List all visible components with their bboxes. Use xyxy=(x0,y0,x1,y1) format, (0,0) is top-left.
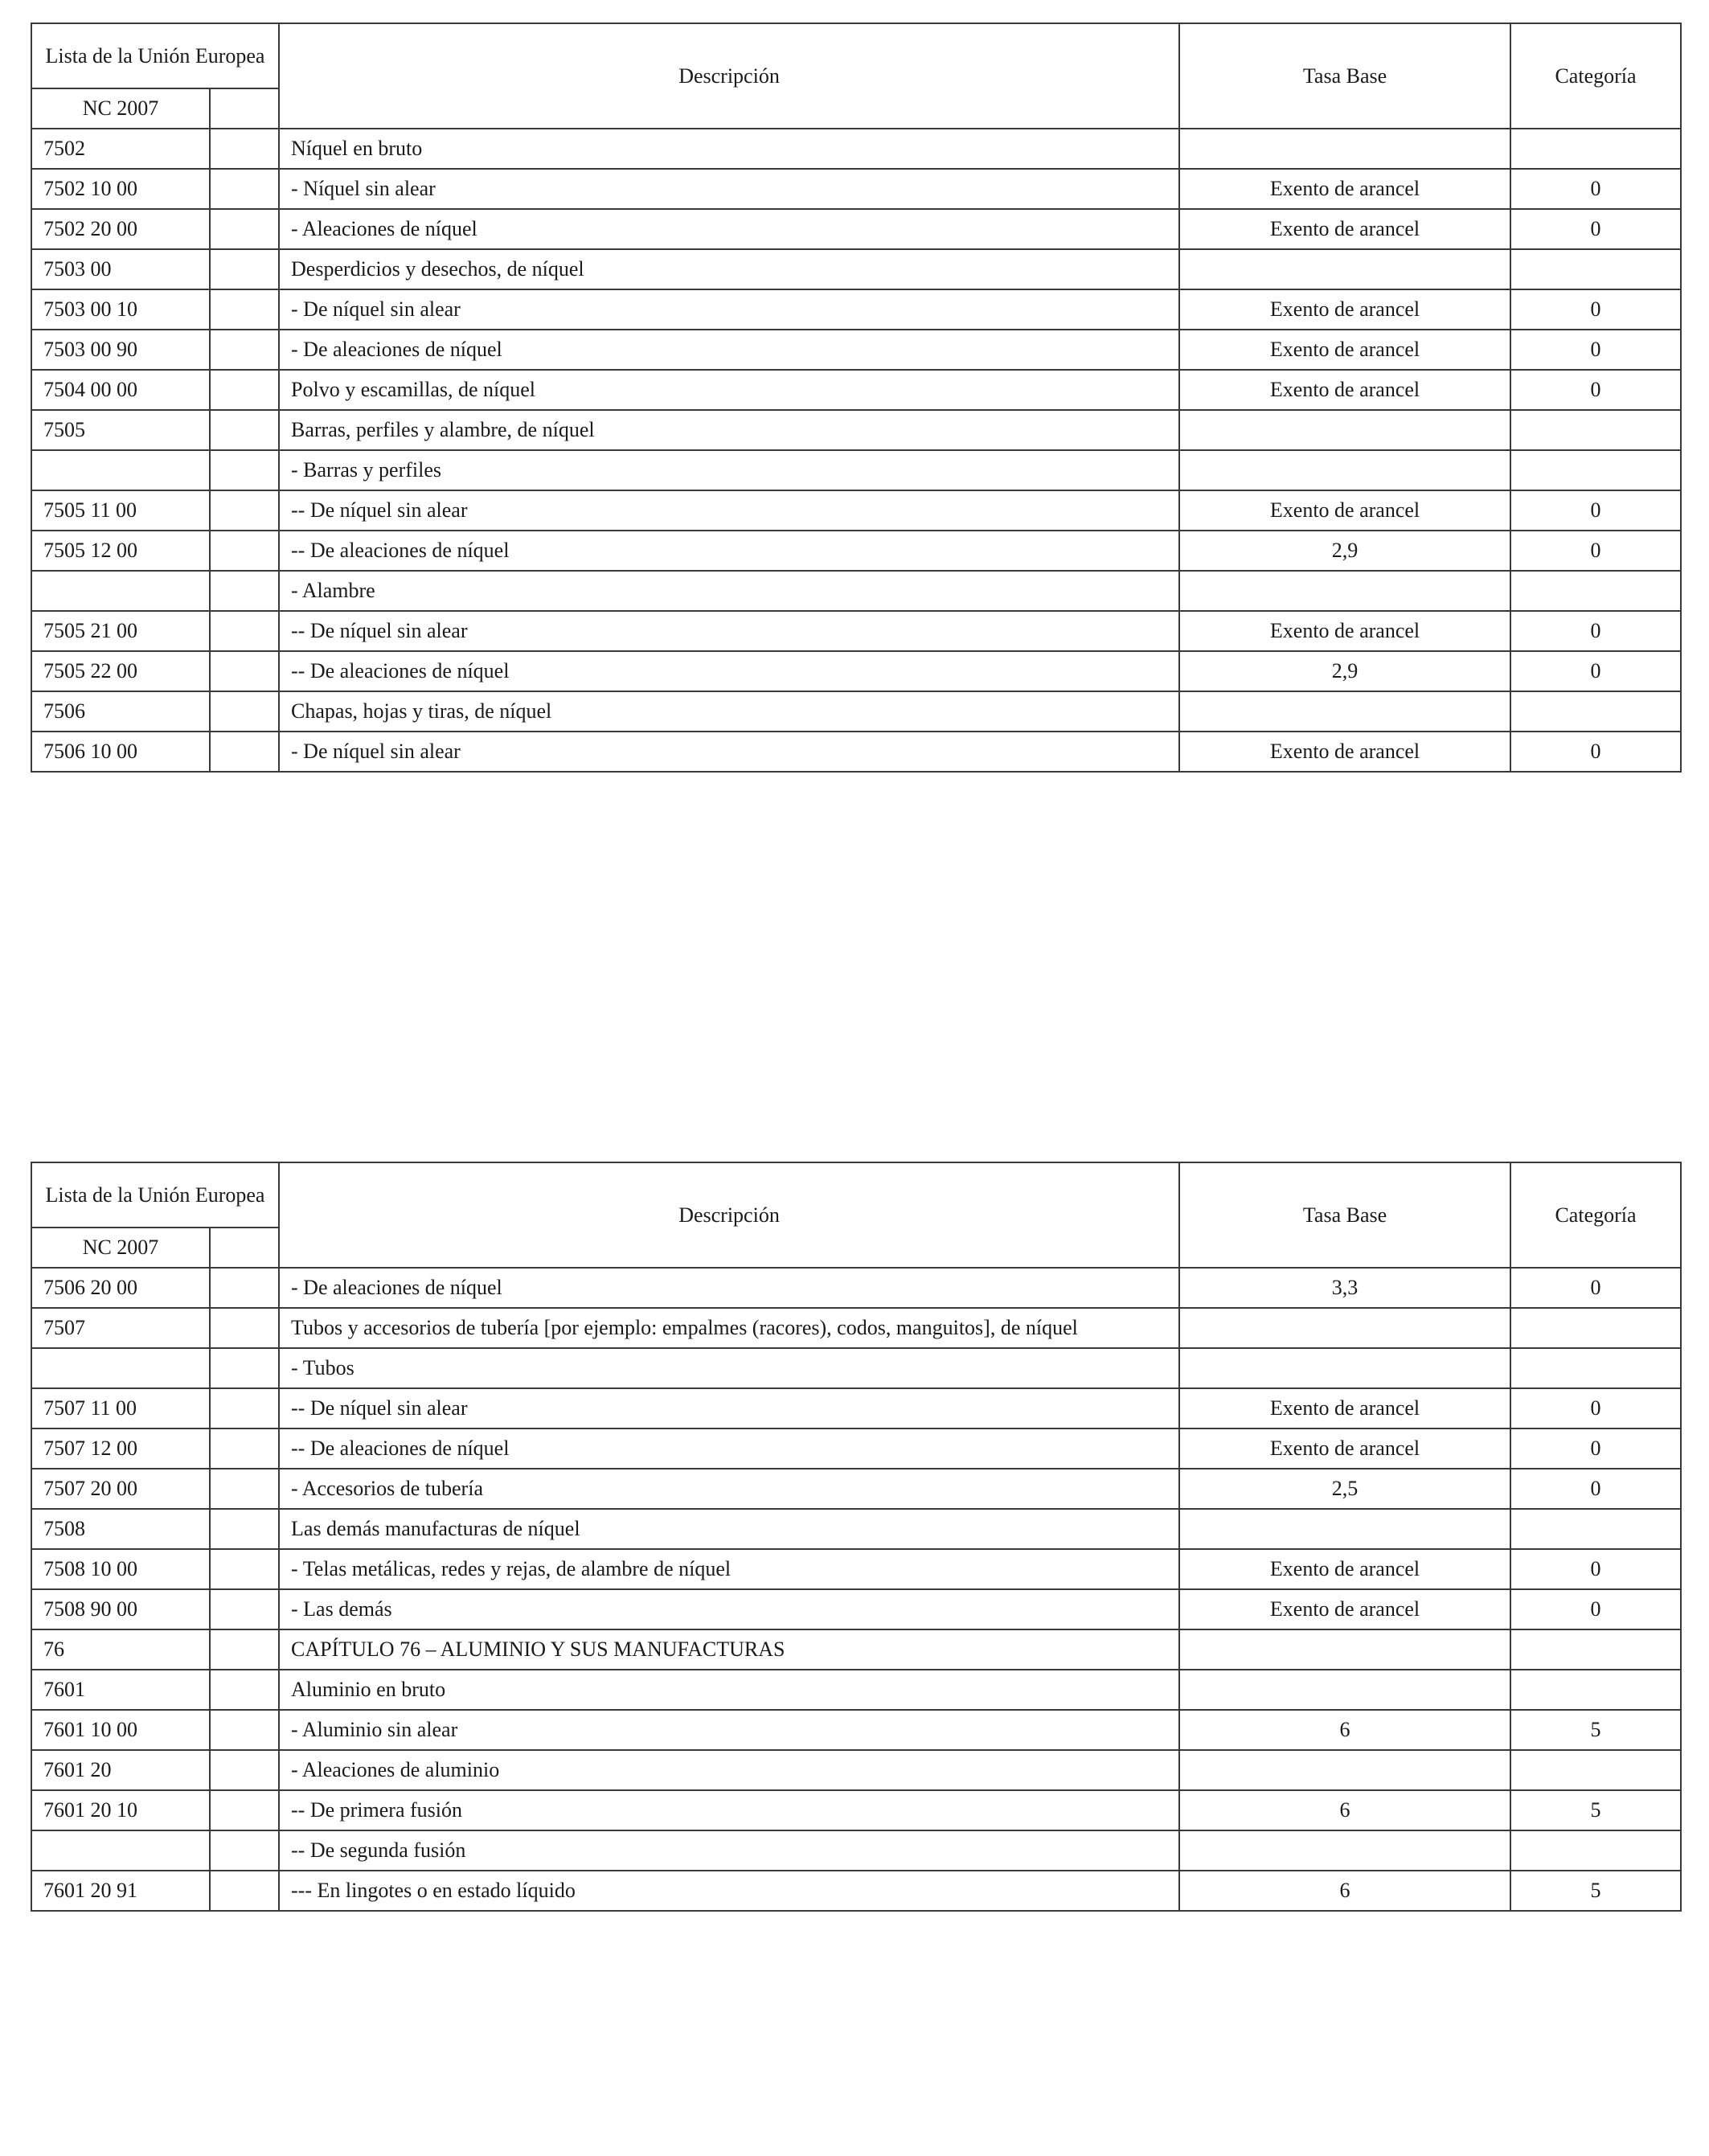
table-row xyxy=(31,1388,1681,1428)
cell-code: 7601 20 10 xyxy=(31,1790,210,1830)
table-header xyxy=(31,1162,1681,1268)
cell-base-rate: Exento de arancel xyxy=(1179,370,1510,410)
cell-description: Chapas, hojas y tiras, de níquel xyxy=(279,691,1179,732)
cell-code: 7505 xyxy=(31,410,210,450)
table-row xyxy=(31,370,1681,410)
cell-code: 7505 11 00 xyxy=(31,490,210,531)
cell-description: -- De níquel sin alear xyxy=(279,1388,1179,1428)
cell-base-rate: 6 xyxy=(1179,1871,1510,1911)
cell-category: 0 xyxy=(1510,1589,1681,1629)
table-row xyxy=(31,330,1681,370)
cell-category: 0 xyxy=(1510,490,1681,531)
cell-category: 0 xyxy=(1510,1268,1681,1308)
table-row xyxy=(31,571,1681,611)
cell-blank xyxy=(210,330,279,370)
cell-description: Tubos y accesorios de tubería [por ejemplo: empalmes (racores), codos, manguitos], de níquel xyxy=(279,1308,1179,1348)
table-header xyxy=(31,23,1681,129)
table-row xyxy=(31,1348,1681,1388)
cell-code: 7503 00 10 xyxy=(31,289,210,330)
cell-description: - Tubos xyxy=(279,1348,1179,1388)
cell-description: - Telas metálicas, redes y rejas, de alambre de níquel xyxy=(279,1549,1179,1589)
cell-category xyxy=(1510,1308,1681,1348)
cell-base-rate: 3,3 xyxy=(1179,1268,1510,1308)
cell-base-rate xyxy=(1179,571,1510,611)
cell-blank xyxy=(210,1871,279,1911)
cell-base-rate: Exento de arancel xyxy=(1179,490,1510,531)
cell-description: Níquel en bruto xyxy=(279,129,1179,169)
table-row xyxy=(31,249,1681,289)
cell-code: 7508 xyxy=(31,1509,210,1549)
cell-description: Las demás manufacturas de níquel xyxy=(279,1509,1179,1549)
cell-blank xyxy=(210,531,279,571)
cell-code: 7601 xyxy=(31,1670,210,1710)
table-row xyxy=(31,1549,1681,1589)
cell-base-rate: Exento de arancel xyxy=(1179,611,1510,651)
cell-blank xyxy=(210,1589,279,1629)
cell-category xyxy=(1510,450,1681,490)
cell-category xyxy=(1510,691,1681,732)
header-nc-label: NC 2007 xyxy=(31,88,210,129)
table-row xyxy=(31,289,1681,330)
cell-code: 7506 20 00 xyxy=(31,1268,210,1308)
cell-description: - Aleaciones de níquel xyxy=(279,209,1179,249)
cell-blank xyxy=(210,129,279,169)
cell-base-rate xyxy=(1179,1629,1510,1670)
header-description: Descripción xyxy=(279,23,1179,129)
cell-description: - Aleaciones de aluminio xyxy=(279,1750,1179,1790)
table-body xyxy=(31,1268,1681,1911)
table-row xyxy=(31,450,1681,490)
cell-description: Polvo y escamillas, de níquel xyxy=(279,370,1179,410)
cell-blank xyxy=(210,1308,279,1348)
cell-category: 0 xyxy=(1510,209,1681,249)
cell-base-rate: Exento de arancel xyxy=(1179,289,1510,330)
cell-blank xyxy=(210,1509,279,1549)
header-nc-label: NC 2007 xyxy=(31,1228,210,1268)
cell-code: 7503 00 xyxy=(31,249,210,289)
table-row xyxy=(31,531,1681,571)
cell-base-rate xyxy=(1179,1348,1510,1388)
cell-description: -- De aleaciones de níquel xyxy=(279,531,1179,571)
table-row xyxy=(31,1509,1681,1549)
cell-description: -- De níquel sin alear xyxy=(279,490,1179,531)
cell-code xyxy=(31,450,210,490)
cell-category: 5 xyxy=(1510,1710,1681,1750)
cell-blank xyxy=(210,370,279,410)
cell-category xyxy=(1510,1629,1681,1670)
cell-code: 7505 21 00 xyxy=(31,611,210,651)
cell-code xyxy=(31,571,210,611)
cell-code: 7506 xyxy=(31,691,210,732)
cell-code: 76 xyxy=(31,1629,210,1670)
cell-blank xyxy=(210,1790,279,1830)
cell-blank xyxy=(210,691,279,732)
cell-description: - Aluminio sin alear xyxy=(279,1710,1179,1750)
cell-blank xyxy=(210,1388,279,1428)
cell-description: - Alambre xyxy=(279,571,1179,611)
cell-base-rate: 6 xyxy=(1179,1710,1510,1750)
cell-description: --- En lingotes o en estado líquido xyxy=(279,1871,1179,1911)
cell-description: - De aleaciones de níquel xyxy=(279,330,1179,370)
cell-code: 7601 10 00 xyxy=(31,1710,210,1750)
cell-code: 7507 xyxy=(31,1308,210,1348)
cell-blank xyxy=(210,1268,279,1308)
cell-category xyxy=(1510,1348,1681,1388)
cell-base-rate: Exento de arancel xyxy=(1179,209,1510,249)
cell-base-rate: 6 xyxy=(1179,1790,1510,1830)
cell-description: Aluminio en bruto xyxy=(279,1670,1179,1710)
cell-code xyxy=(31,1830,210,1871)
header-list-label: Lista de la Unión Europea xyxy=(31,23,279,88)
tariff-table-2 xyxy=(31,1162,1682,1912)
header-description: Descripción xyxy=(279,1162,1179,1268)
cell-base-rate: 2,9 xyxy=(1179,531,1510,571)
cell-base-rate: Exento de arancel xyxy=(1179,1388,1510,1428)
cell-category: 0 xyxy=(1510,531,1681,571)
cell-base-rate: Exento de arancel xyxy=(1179,1549,1510,1589)
cell-category xyxy=(1510,129,1681,169)
header-base-rate: Tasa Base xyxy=(1179,1162,1510,1268)
cell-blank xyxy=(210,1710,279,1750)
cell-description: - Las demás xyxy=(279,1589,1179,1629)
table-row xyxy=(31,1710,1681,1750)
cell-blank xyxy=(210,1670,279,1710)
cell-base-rate xyxy=(1179,129,1510,169)
cell-base-rate: 2,5 xyxy=(1179,1469,1510,1509)
tariff-table-1 xyxy=(31,23,1682,773)
cell-code: 7502 xyxy=(31,129,210,169)
cell-base-rate: Exento de arancel xyxy=(1179,169,1510,209)
cell-description: -- De níquel sin alear xyxy=(279,611,1179,651)
cell-base-rate xyxy=(1179,450,1510,490)
table-row xyxy=(31,1670,1681,1710)
cell-category xyxy=(1510,410,1681,450)
cell-code: 7507 11 00 xyxy=(31,1388,210,1428)
cell-code: 7506 10 00 xyxy=(31,732,210,772)
cell-category: 0 xyxy=(1510,370,1681,410)
cell-category xyxy=(1510,1670,1681,1710)
table-row xyxy=(31,1428,1681,1469)
cell-category: 0 xyxy=(1510,651,1681,691)
table-row xyxy=(31,1589,1681,1629)
cell-base-rate: Exento de arancel xyxy=(1179,330,1510,370)
cell-description: Desperdicios y desechos, de níquel xyxy=(279,249,1179,289)
header-category: Categoría xyxy=(1510,23,1681,129)
cell-blank xyxy=(210,651,279,691)
cell-base-rate xyxy=(1179,1830,1510,1871)
cell-blank xyxy=(210,169,279,209)
cell-blank xyxy=(210,450,279,490)
cell-description: -- De primera fusión xyxy=(279,1790,1179,1830)
cell-description: - De níquel sin alear xyxy=(279,289,1179,330)
cell-base-rate xyxy=(1179,410,1510,450)
cell-description: -- De aleaciones de níquel xyxy=(279,651,1179,691)
cell-base-rate: Exento de arancel xyxy=(1179,732,1510,772)
table-row xyxy=(31,1308,1681,1348)
cell-blank xyxy=(210,571,279,611)
header-blank-cell xyxy=(210,88,279,129)
cell-code: 7601 20 xyxy=(31,1750,210,1790)
cell-blank xyxy=(210,1830,279,1871)
cell-base-rate: Exento de arancel xyxy=(1179,1428,1510,1469)
cell-code xyxy=(31,1348,210,1388)
cell-blank xyxy=(210,1469,279,1509)
cell-blank xyxy=(210,490,279,531)
cell-description: -- De aleaciones de níquel xyxy=(279,1428,1179,1469)
cell-category: 0 xyxy=(1510,289,1681,330)
table-row xyxy=(31,209,1681,249)
cell-category xyxy=(1510,249,1681,289)
cell-code: 7508 10 00 xyxy=(31,1549,210,1589)
cell-base-rate xyxy=(1179,1509,1510,1549)
cell-category: 0 xyxy=(1510,169,1681,209)
cell-description: - Níquel sin alear xyxy=(279,169,1179,209)
cell-blank xyxy=(210,1750,279,1790)
cell-blank xyxy=(210,611,279,651)
cell-category: 5 xyxy=(1510,1871,1681,1911)
cell-code: 7505 12 00 xyxy=(31,531,210,571)
cell-category: 0 xyxy=(1510,330,1681,370)
cell-base-rate xyxy=(1179,691,1510,732)
cell-category xyxy=(1510,1509,1681,1549)
header-list-label: Lista de la Unión Europea xyxy=(31,1162,279,1228)
cell-category: 5 xyxy=(1510,1790,1681,1830)
table-row xyxy=(31,1629,1681,1670)
table-row xyxy=(31,611,1681,651)
cell-category: 0 xyxy=(1510,1388,1681,1428)
cell-code: 7504 00 00 xyxy=(31,370,210,410)
table-row xyxy=(31,1871,1681,1911)
cell-code: 7507 12 00 xyxy=(31,1428,210,1469)
cell-base-rate xyxy=(1179,1308,1510,1348)
table-row xyxy=(31,691,1681,732)
cell-blank xyxy=(210,249,279,289)
table-row xyxy=(31,651,1681,691)
cell-description: - Barras y perfiles xyxy=(279,450,1179,490)
cell-base-rate: Exento de arancel xyxy=(1179,1589,1510,1629)
cell-code: 7508 90 00 xyxy=(31,1589,210,1629)
table-body xyxy=(31,129,1681,772)
cell-base-rate: 2,9 xyxy=(1179,651,1510,691)
cell-code: 7507 20 00 xyxy=(31,1469,210,1509)
cell-code: 7505 22 00 xyxy=(31,651,210,691)
table-row xyxy=(31,1790,1681,1830)
cell-base-rate xyxy=(1179,1750,1510,1790)
cell-category: 0 xyxy=(1510,732,1681,772)
table-row xyxy=(31,1750,1681,1790)
cell-category: 0 xyxy=(1510,1428,1681,1469)
cell-category xyxy=(1510,1750,1681,1790)
cell-blank xyxy=(210,1428,279,1469)
cell-blank xyxy=(210,289,279,330)
cell-code: 7502 10 00 xyxy=(31,169,210,209)
cell-category: 0 xyxy=(1510,1549,1681,1589)
table-row xyxy=(31,1830,1681,1871)
cell-blank xyxy=(210,410,279,450)
cell-code: 7503 00 90 xyxy=(31,330,210,370)
cell-description: CAPÍTULO 76 – ALUMINIO Y SUS MANUFACTURAS xyxy=(279,1629,1179,1670)
cell-blank xyxy=(210,732,279,772)
cell-category xyxy=(1510,571,1681,611)
table-row xyxy=(31,410,1681,450)
cell-description: - Accesorios de tubería xyxy=(279,1469,1179,1509)
header-blank-cell xyxy=(210,1228,279,1268)
cell-category xyxy=(1510,1830,1681,1871)
table-row xyxy=(31,129,1681,169)
cell-blank xyxy=(210,1348,279,1388)
cell-code: 7601 20 91 xyxy=(31,1871,210,1911)
header-category: Categoría xyxy=(1510,1162,1681,1268)
cell-category: 0 xyxy=(1510,1469,1681,1509)
cell-category: 0 xyxy=(1510,611,1681,651)
cell-base-rate xyxy=(1179,1670,1510,1710)
table-row xyxy=(31,1469,1681,1509)
cell-base-rate xyxy=(1179,249,1510,289)
cell-blank xyxy=(210,1549,279,1589)
cell-blank xyxy=(210,209,279,249)
table-row xyxy=(31,732,1681,772)
cell-description: -- De segunda fusión xyxy=(279,1830,1179,1871)
table-row xyxy=(31,1268,1681,1308)
cell-description: Barras, perfiles y alambre, de níquel xyxy=(279,410,1179,450)
cell-code: 7502 20 00 xyxy=(31,209,210,249)
cell-description: - De níquel sin alear xyxy=(279,732,1179,772)
cell-description: - De aleaciones de níquel xyxy=(279,1268,1179,1308)
cell-blank xyxy=(210,1629,279,1670)
table-row xyxy=(31,169,1681,209)
header-base-rate: Tasa Base xyxy=(1179,23,1510,129)
table-row xyxy=(31,490,1681,531)
